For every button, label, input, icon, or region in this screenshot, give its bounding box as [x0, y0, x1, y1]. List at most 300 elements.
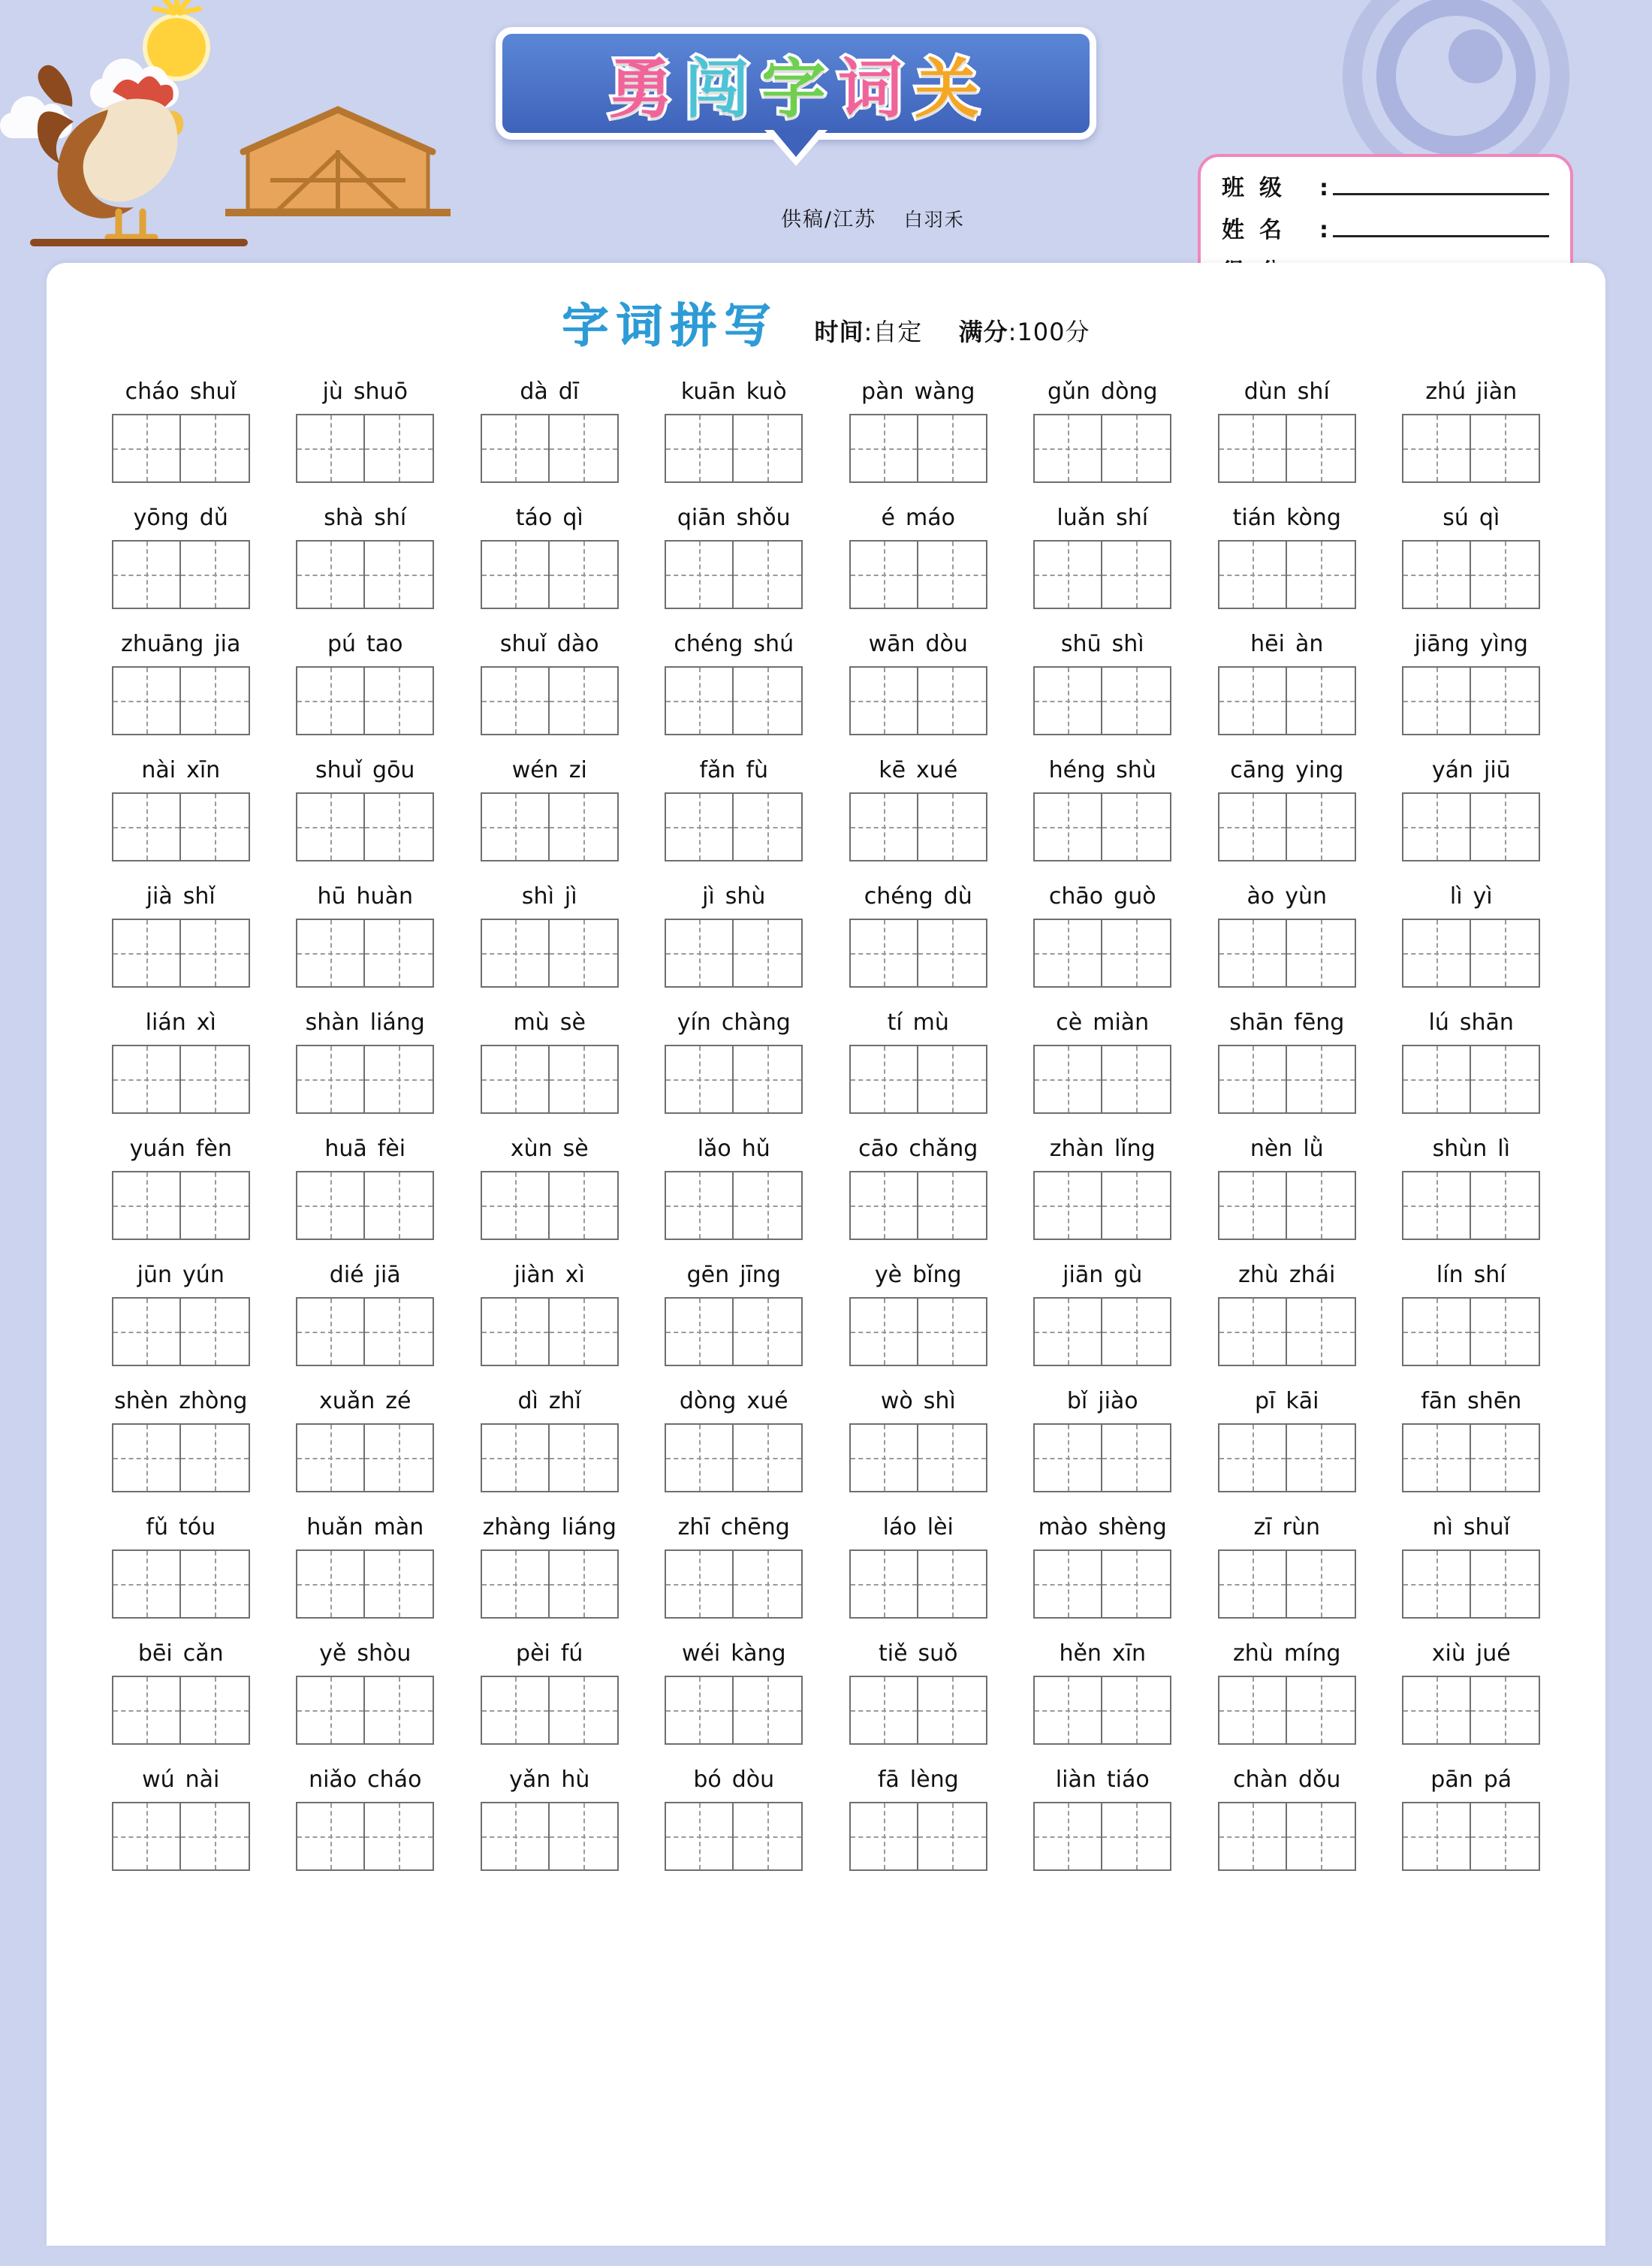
tianzige-box[interactable] — [734, 540, 803, 609]
tianzige-box[interactable] — [1402, 414, 1471, 483]
answer-cell[interactable] — [457, 409, 642, 498]
tianzige-box[interactable] — [849, 540, 918, 609]
answer-cell[interactable] — [1011, 1671, 1195, 1760]
tianzige-box[interactable] — [1102, 1297, 1171, 1366]
answer-cell[interactable] — [89, 788, 273, 877]
tianzige-box[interactable] — [849, 666, 918, 735]
tianzige-box[interactable] — [1102, 540, 1171, 609]
tianzige-box[interactable] — [1287, 1423, 1356, 1492]
answer-cell[interactable] — [826, 1293, 1011, 1381]
tianzige-box[interactable] — [481, 540, 550, 609]
tianzige-box[interactable] — [1287, 666, 1356, 735]
tianzige-box[interactable] — [734, 919, 803, 988]
tianzige-group[interactable] — [665, 1423, 803, 1492]
tianzige-box[interactable] — [112, 1171, 181, 1240]
tianzige-group[interactable] — [849, 1045, 987, 1114]
tianzige-box[interactable] — [112, 1802, 181, 1871]
tianzige-box[interactable] — [365, 1676, 434, 1745]
tianzige-box[interactable] — [734, 1423, 803, 1492]
tianzige-box[interactable] — [481, 1423, 550, 1492]
answer-cell[interactable] — [642, 1797, 827, 1886]
tianzige-group[interactable] — [481, 1423, 619, 1492]
tianzige-box[interactable] — [1033, 1171, 1102, 1240]
answer-cell[interactable] — [1379, 662, 1564, 750]
tianzige-box[interactable] — [849, 1802, 918, 1871]
tianzige-box[interactable] — [1402, 1297, 1471, 1366]
tianzige-box[interactable] — [550, 792, 619, 861]
tianzige-box[interactable] — [1471, 414, 1540, 483]
tianzige-box[interactable] — [918, 540, 987, 609]
tianzige-box[interactable] — [1402, 1676, 1471, 1745]
tianzige-box[interactable] — [550, 1549, 619, 1619]
tianzige-box[interactable] — [181, 1549, 250, 1619]
name-input-line[interactable] — [1333, 216, 1549, 237]
tianzige-group[interactable] — [296, 792, 434, 861]
tianzige-box[interactable] — [1287, 1549, 1356, 1619]
tianzige-box[interactable] — [1033, 540, 1102, 609]
tianzige-box[interactable] — [1402, 1802, 1471, 1871]
tianzige-box[interactable] — [481, 1045, 550, 1114]
tianzige-box[interactable] — [1471, 1045, 1540, 1114]
tianzige-group[interactable] — [1033, 1802, 1171, 1871]
tianzige-box[interactable] — [1033, 1802, 1102, 1871]
tianzige-box[interactable] — [849, 1171, 918, 1240]
tianzige-box[interactable] — [918, 1676, 987, 1745]
answer-cell[interactable] — [1011, 662, 1195, 750]
tianzige-box[interactable] — [734, 666, 803, 735]
tianzige-box[interactable] — [1218, 1045, 1287, 1114]
answer-cell[interactable] — [457, 1671, 642, 1760]
tianzige-group[interactable] — [1033, 1549, 1171, 1619]
tianzige-box[interactable] — [481, 666, 550, 735]
tianzige-box[interactable] — [849, 1297, 918, 1366]
answer-cell[interactable] — [642, 1545, 827, 1634]
tianzige-box[interactable] — [181, 1676, 250, 1745]
tianzige-box[interactable] — [1102, 414, 1171, 483]
answer-cell[interactable] — [826, 1797, 1011, 1886]
tianzige-box[interactable] — [112, 540, 181, 609]
tianzige-box[interactable] — [296, 540, 365, 609]
tianzige-box[interactable] — [181, 919, 250, 988]
tianzige-group[interactable] — [849, 919, 987, 988]
tianzige-group[interactable] — [296, 666, 434, 735]
tianzige-group[interactable] — [1033, 1297, 1171, 1366]
answer-cell[interactable] — [1011, 1040, 1195, 1129]
tianzige-box[interactable] — [918, 1802, 987, 1871]
tianzige-box[interactable] — [918, 919, 987, 988]
tianzige-box[interactable] — [181, 1171, 250, 1240]
tianzige-box[interactable] — [1471, 1676, 1540, 1745]
tianzige-group[interactable] — [1218, 540, 1356, 609]
tianzige-box[interactable] — [296, 1045, 365, 1114]
answer-cell[interactable] — [826, 536, 1011, 624]
tianzige-box[interactable] — [1033, 919, 1102, 988]
tianzige-box[interactable] — [1218, 1549, 1287, 1619]
tianzige-group[interactable] — [849, 1802, 987, 1871]
answer-cell[interactable] — [89, 409, 273, 498]
answer-cell[interactable] — [273, 409, 458, 498]
tianzige-group[interactable] — [481, 1802, 619, 1871]
tianzige-group[interactable] — [1218, 414, 1356, 483]
answer-cell[interactable] — [89, 1797, 273, 1886]
answer-cell[interactable] — [273, 1293, 458, 1381]
tianzige-box[interactable] — [1218, 666, 1287, 735]
tianzige-group[interactable] — [296, 1297, 434, 1366]
tianzige-box[interactable] — [550, 1045, 619, 1114]
tianzige-box[interactable] — [1218, 1297, 1287, 1366]
answer-cell[interactable] — [826, 662, 1011, 750]
tianzige-box[interactable] — [181, 1297, 250, 1366]
answer-cell[interactable] — [1011, 1545, 1195, 1634]
tianzige-box[interactable] — [849, 1045, 918, 1114]
tianzige-group[interactable] — [481, 1549, 619, 1619]
tianzige-box[interactable] — [550, 1423, 619, 1492]
tianzige-box[interactable] — [112, 919, 181, 988]
tianzige-group[interactable] — [665, 1171, 803, 1240]
tianzige-box[interactable] — [1218, 414, 1287, 483]
answer-cell[interactable] — [642, 1419, 827, 1507]
answer-cell[interactable] — [89, 1671, 273, 1760]
answer-cell[interactable] — [1195, 1671, 1379, 1760]
tianzige-box[interactable] — [918, 666, 987, 735]
tianzige-box[interactable] — [296, 1297, 365, 1366]
tianzige-group[interactable] — [665, 666, 803, 735]
tianzige-group[interactable] — [665, 1045, 803, 1114]
tianzige-box[interactable] — [550, 1171, 619, 1240]
tianzige-box[interactable] — [849, 792, 918, 861]
tianzige-box[interactable] — [1471, 666, 1540, 735]
tianzige-box[interactable] — [1218, 540, 1287, 609]
answer-cell[interactable] — [642, 662, 827, 750]
tianzige-box[interactable] — [365, 1171, 434, 1240]
tianzige-box[interactable] — [849, 1676, 918, 1745]
tianzige-box[interactable] — [1402, 666, 1471, 735]
tianzige-box[interactable] — [1471, 1297, 1540, 1366]
tianzige-box[interactable] — [665, 540, 734, 609]
answer-cell[interactable] — [1195, 1293, 1379, 1381]
tianzige-box[interactable] — [1402, 792, 1471, 861]
tianzige-box[interactable] — [112, 414, 181, 483]
tianzige-box[interactable] — [1287, 1045, 1356, 1114]
tianzige-group[interactable] — [1033, 540, 1171, 609]
answer-cell[interactable] — [273, 1040, 458, 1129]
tianzige-box[interactable] — [365, 1802, 434, 1871]
tianzige-box[interactable] — [1033, 1676, 1102, 1745]
answer-cell[interactable] — [457, 662, 642, 750]
answer-cell[interactable] — [826, 914, 1011, 1003]
tianzige-group[interactable] — [296, 1802, 434, 1871]
tianzige-box[interactable] — [481, 1549, 550, 1619]
tianzige-box[interactable] — [918, 1045, 987, 1114]
tianzige-box[interactable] — [734, 414, 803, 483]
tianzige-box[interactable] — [918, 792, 987, 861]
tianzige-box[interactable] — [1102, 1549, 1171, 1619]
tianzige-box[interactable] — [112, 666, 181, 735]
answer-cell[interactable] — [273, 1166, 458, 1255]
tianzige-group[interactable] — [1033, 1423, 1171, 1492]
tianzige-box[interactable] — [1102, 666, 1171, 735]
answer-cell[interactable] — [457, 1293, 642, 1381]
answer-cell[interactable] — [1011, 536, 1195, 624]
tianzige-group[interactable] — [112, 540, 250, 609]
tianzige-group[interactable] — [849, 666, 987, 735]
answer-cell[interactable] — [273, 1671, 458, 1760]
tianzige-box[interactable] — [112, 1549, 181, 1619]
tianzige-box[interactable] — [1102, 919, 1171, 988]
tianzige-box[interactable] — [734, 1045, 803, 1114]
tianzige-box[interactable] — [481, 792, 550, 861]
tianzige-group[interactable] — [849, 1549, 987, 1619]
tianzige-box[interactable] — [1402, 919, 1471, 988]
tianzige-group[interactable] — [1218, 1045, 1356, 1114]
tianzige-group[interactable] — [112, 1802, 250, 1871]
answer-cell[interactable] — [1379, 1419, 1564, 1507]
tianzige-box[interactable] — [481, 1297, 550, 1366]
answer-cell[interactable] — [826, 409, 1011, 498]
class-input-line[interactable] — [1333, 173, 1549, 195]
answer-cell[interactable] — [1195, 536, 1379, 624]
answer-cell[interactable] — [1379, 1040, 1564, 1129]
tianzige-group[interactable] — [665, 414, 803, 483]
tianzige-box[interactable] — [665, 792, 734, 861]
tianzige-group[interactable] — [296, 1171, 434, 1240]
answer-cell[interactable] — [1379, 914, 1564, 1003]
tianzige-box[interactable] — [296, 1802, 365, 1871]
answer-cell[interactable] — [457, 536, 642, 624]
tianzige-group[interactable] — [481, 792, 619, 861]
answer-cell[interactable] — [642, 1671, 827, 1760]
tianzige-group[interactable] — [481, 414, 619, 483]
tianzige-group[interactable] — [1402, 1676, 1540, 1745]
answer-cell[interactable] — [273, 1419, 458, 1507]
tianzige-group[interactable] — [1402, 414, 1540, 483]
answer-cell[interactable] — [457, 788, 642, 877]
tianzige-box[interactable] — [1102, 1423, 1171, 1492]
tianzige-group[interactable] — [481, 1297, 619, 1366]
answer-cell[interactable] — [1011, 914, 1195, 1003]
tianzige-box[interactable] — [181, 1045, 250, 1114]
tianzige-group[interactable] — [1402, 540, 1540, 609]
tianzige-box[interactable] — [665, 1802, 734, 1871]
answer-cell[interactable] — [457, 1797, 642, 1886]
tianzige-box[interactable] — [1287, 1171, 1356, 1240]
answer-cell[interactable] — [273, 1797, 458, 1886]
answer-cell[interactable] — [273, 914, 458, 1003]
tianzige-group[interactable] — [665, 1802, 803, 1871]
tianzige-box[interactable] — [665, 1171, 734, 1240]
answer-cell[interactable] — [1195, 1797, 1379, 1886]
tianzige-group[interactable] — [1033, 1676, 1171, 1745]
tianzige-group[interactable] — [849, 414, 987, 483]
tianzige-box[interactable] — [1033, 666, 1102, 735]
tianzige-box[interactable] — [665, 919, 734, 988]
tianzige-box[interactable] — [1033, 1423, 1102, 1492]
tianzige-box[interactable] — [1102, 1676, 1171, 1745]
tianzige-group[interactable] — [1218, 1171, 1356, 1240]
tianzige-group[interactable] — [112, 1676, 250, 1745]
answer-cell[interactable] — [89, 1166, 273, 1255]
tianzige-group[interactable] — [481, 919, 619, 988]
tianzige-box[interactable] — [918, 1423, 987, 1492]
tianzige-group[interactable] — [665, 919, 803, 988]
answer-cell[interactable] — [1379, 1797, 1564, 1886]
tianzige-group[interactable] — [1218, 1549, 1356, 1619]
answer-cell[interactable] — [642, 1040, 827, 1129]
answer-cell[interactable] — [1195, 914, 1379, 1003]
tianzige-box[interactable] — [365, 540, 434, 609]
tianzige-box[interactable] — [1287, 1297, 1356, 1366]
tianzige-group[interactable] — [296, 1549, 434, 1619]
tianzige-box[interactable] — [296, 414, 365, 483]
tianzige-group[interactable] — [112, 1297, 250, 1366]
tianzige-box[interactable] — [550, 1297, 619, 1366]
tianzige-box[interactable] — [1218, 792, 1287, 861]
tianzige-group[interactable] — [112, 1423, 250, 1492]
tianzige-group[interactable] — [296, 919, 434, 988]
tianzige-box[interactable] — [481, 1802, 550, 1871]
answer-cell[interactable] — [826, 788, 1011, 877]
tianzige-box[interactable] — [481, 919, 550, 988]
tianzige-box[interactable] — [112, 1045, 181, 1114]
tianzige-box[interactable] — [1402, 1423, 1471, 1492]
tianzige-box[interactable] — [550, 1802, 619, 1871]
tianzige-box[interactable] — [365, 792, 434, 861]
tianzige-box[interactable] — [665, 1045, 734, 1114]
answer-cell[interactable] — [89, 1040, 273, 1129]
tianzige-group[interactable] — [665, 1676, 803, 1745]
tianzige-box[interactable] — [112, 792, 181, 861]
tianzige-box[interactable] — [1102, 792, 1171, 861]
tianzige-box[interactable] — [181, 540, 250, 609]
tianzige-box[interactable] — [1218, 1171, 1287, 1240]
answer-cell[interactable] — [1379, 1166, 1564, 1255]
tianzige-group[interactable] — [112, 1045, 250, 1114]
answer-cell[interactable] — [826, 1166, 1011, 1255]
tianzige-group[interactable] — [1402, 792, 1540, 861]
tianzige-box[interactable] — [918, 1171, 987, 1240]
tianzige-group[interactable] — [112, 792, 250, 861]
answer-cell[interactable] — [642, 536, 827, 624]
tianzige-group[interactable] — [1033, 1171, 1171, 1240]
answer-cell[interactable] — [89, 1545, 273, 1634]
answer-cell[interactable] — [642, 1166, 827, 1255]
tianzige-group[interactable] — [1402, 1297, 1540, 1366]
tianzige-box[interactable] — [1471, 1802, 1540, 1871]
tianzige-box[interactable] — [918, 1549, 987, 1619]
tianzige-box[interactable] — [1287, 1802, 1356, 1871]
tianzige-group[interactable] — [849, 1297, 987, 1366]
answer-cell[interactable] — [89, 662, 273, 750]
tianzige-box[interactable] — [365, 1549, 434, 1619]
tianzige-box[interactable] — [1033, 1297, 1102, 1366]
answer-cell[interactable] — [1195, 662, 1379, 750]
answer-cell[interactable] — [826, 1545, 1011, 1634]
tianzige-box[interactable] — [665, 1676, 734, 1745]
answer-cell[interactable] — [1011, 1166, 1195, 1255]
tianzige-box[interactable] — [1287, 1676, 1356, 1745]
answer-cell[interactable] — [89, 536, 273, 624]
tianzige-box[interactable] — [734, 792, 803, 861]
tianzige-group[interactable] — [481, 1045, 619, 1114]
tianzige-group[interactable] — [1218, 666, 1356, 735]
tianzige-group[interactable] — [1033, 792, 1171, 861]
tianzige-box[interactable] — [665, 666, 734, 735]
tianzige-box[interactable] — [1287, 414, 1356, 483]
answer-cell[interactable] — [642, 409, 827, 498]
tianzige-box[interactable] — [365, 414, 434, 483]
tianzige-group[interactable] — [1402, 1549, 1540, 1619]
tianzige-box[interactable] — [481, 1676, 550, 1745]
tianzige-box[interactable] — [1102, 1171, 1171, 1240]
tianzige-box[interactable] — [734, 1802, 803, 1871]
tianzige-group[interactable] — [296, 414, 434, 483]
answer-cell[interactable] — [1011, 1293, 1195, 1381]
answer-cell[interactable] — [1011, 1797, 1195, 1886]
tianzige-box[interactable] — [734, 1171, 803, 1240]
tianzige-box[interactable] — [1033, 1549, 1102, 1619]
tianzige-box[interactable] — [181, 1423, 250, 1492]
answer-cell[interactable] — [89, 1419, 273, 1507]
tianzige-box[interactable] — [918, 414, 987, 483]
tianzige-box[interactable] — [849, 1423, 918, 1492]
tianzige-box[interactable] — [1102, 1045, 1171, 1114]
tianzige-box[interactable] — [296, 919, 365, 988]
answer-cell[interactable] — [826, 1040, 1011, 1129]
tianzige-group[interactable] — [1402, 1171, 1540, 1240]
tianzige-group[interactable] — [849, 1171, 987, 1240]
tianzige-box[interactable] — [665, 1549, 734, 1619]
tianzige-group[interactable] — [112, 1171, 250, 1240]
tianzige-box[interactable] — [1287, 792, 1356, 861]
tianzige-group[interactable] — [849, 1676, 987, 1745]
answer-cell[interactable] — [273, 788, 458, 877]
tianzige-box[interactable] — [550, 414, 619, 483]
answer-cell[interactable] — [642, 1293, 827, 1381]
tianzige-group[interactable] — [1033, 666, 1171, 735]
tianzige-box[interactable] — [665, 414, 734, 483]
tianzige-box[interactable] — [112, 1423, 181, 1492]
answer-cell[interactable] — [1011, 788, 1195, 877]
tianzige-box[interactable] — [849, 1549, 918, 1619]
answer-cell[interactable] — [1379, 536, 1564, 624]
tianzige-box[interactable] — [734, 1297, 803, 1366]
tianzige-group[interactable] — [112, 919, 250, 988]
tianzige-box[interactable] — [481, 414, 550, 483]
tianzige-box[interactable] — [1102, 1802, 1171, 1871]
tianzige-group[interactable] — [1033, 1045, 1171, 1114]
tianzige-group[interactable] — [296, 540, 434, 609]
answer-cell[interactable] — [1195, 1040, 1379, 1129]
answer-cell[interactable] — [457, 1040, 642, 1129]
tianzige-box[interactable] — [849, 414, 918, 483]
tianzige-group[interactable] — [665, 540, 803, 609]
tianzige-box[interactable] — [296, 1676, 365, 1745]
tianzige-group[interactable] — [1218, 1802, 1356, 1871]
tianzige-group[interactable] — [1033, 414, 1171, 483]
answer-cell[interactable] — [1011, 409, 1195, 498]
tianzige-box[interactable] — [665, 1297, 734, 1366]
tianzige-group[interactable] — [1218, 1676, 1356, 1745]
tianzige-group[interactable] — [296, 1423, 434, 1492]
tianzige-box[interactable] — [112, 1676, 181, 1745]
tianzige-box[interactable] — [1402, 1171, 1471, 1240]
tianzige-box[interactable] — [1287, 919, 1356, 988]
tianzige-box[interactable] — [1218, 919, 1287, 988]
answer-cell[interactable] — [1195, 1545, 1379, 1634]
answer-cell[interactable] — [273, 1545, 458, 1634]
answer-cell[interactable] — [1379, 788, 1564, 877]
tianzige-box[interactable] — [1287, 540, 1356, 609]
